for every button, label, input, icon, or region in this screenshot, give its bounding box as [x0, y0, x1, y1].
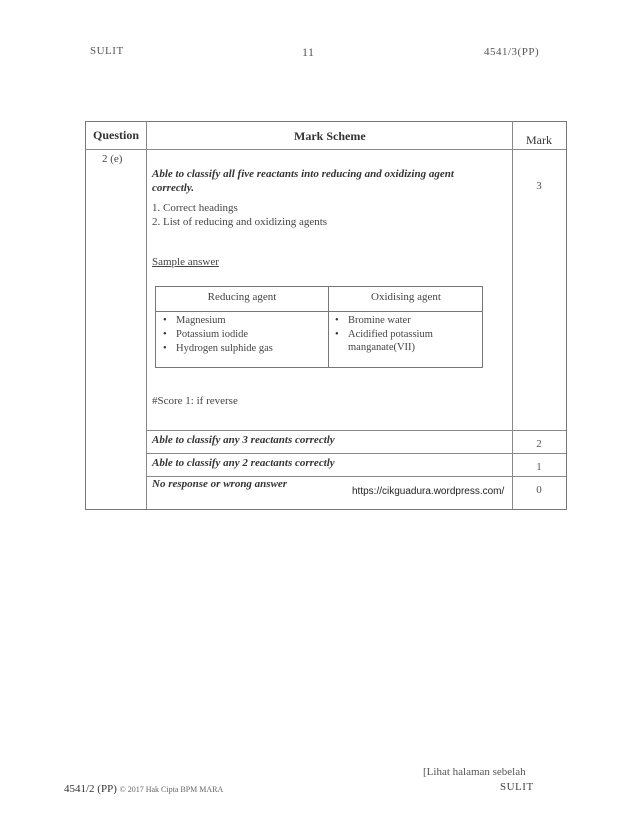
list-item: • Magnesium: [160, 314, 325, 327]
mark-3: 3: [536, 180, 542, 192]
footer-classification: SULIT: [500, 781, 534, 793]
question-column-header: Question: [93, 128, 140, 142]
list-item: • Hydrogen sulphide gas: [160, 342, 325, 355]
list-item: • Potassium iodide: [160, 328, 325, 341]
question-column-divider: [146, 121, 147, 509]
score-note: #Score 1: if reverse: [152, 395, 238, 407]
reducing-agent-list: [160, 314, 325, 356]
oxidising-agent-header: Oxidising agent: [371, 291, 441, 303]
criteria-item-1: 1. Correct headings: [152, 202, 238, 214]
criteria-item-2: 2. List of reducing and oxidizing agents: [152, 216, 328, 228]
list-item: • Acidified potassium manganate(VII): [332, 328, 480, 354]
footer-paper-code: 4541/2 (PP): [64, 783, 117, 795]
criterion-row-2: Able to classify any 2 reactants correctly: [152, 457, 335, 469]
question-number: 2 (e): [102, 153, 123, 165]
mark-column-divider: [512, 121, 513, 509]
header-classification: SULIT: [90, 45, 124, 57]
footer-copyright: © 2017 Hak Cipta BPM MARA: [119, 785, 224, 794]
mark-2: 2: [536, 438, 542, 450]
mark-0: 0: [536, 484, 542, 496]
oxidising-agent-list: [332, 314, 480, 355]
page-number: 11: [302, 45, 315, 59]
sample-answer-table: [155, 286, 483, 368]
sample-header-divider: [156, 311, 482, 312]
footer-left: [64, 783, 223, 795]
criterion-row-3: No response or wrong answer: [152, 478, 288, 490]
table-header-divider: [85, 149, 566, 150]
row-divider-3: [146, 476, 566, 477]
paper-code: 4541/3(PP): [484, 46, 540, 58]
row-divider-1: [146, 430, 566, 431]
list-item: • Bromine water: [332, 314, 480, 327]
sample-answer-title: Sample answer: [152, 256, 219, 268]
row-divider-2: [146, 453, 566, 454]
mark-1: 1: [536, 461, 542, 473]
reducing-agent-header: Reducing agent: [207, 291, 277, 303]
mark-scheme-column-header: Mark Scheme: [294, 129, 366, 143]
criterion-row-1: Able to classify any 3 reactants correctly: [152, 434, 335, 446]
main-criterion: Able to classify all five reactants into reducing and oxidizing agent correctly.: [152, 168, 454, 194]
mark-column-header: Mark: [526, 133, 552, 147]
watermark-url: https://cikguadura.wordpress.com/: [352, 486, 505, 497]
footer-next-page: [Lihat halaman sebelah: [423, 766, 526, 778]
